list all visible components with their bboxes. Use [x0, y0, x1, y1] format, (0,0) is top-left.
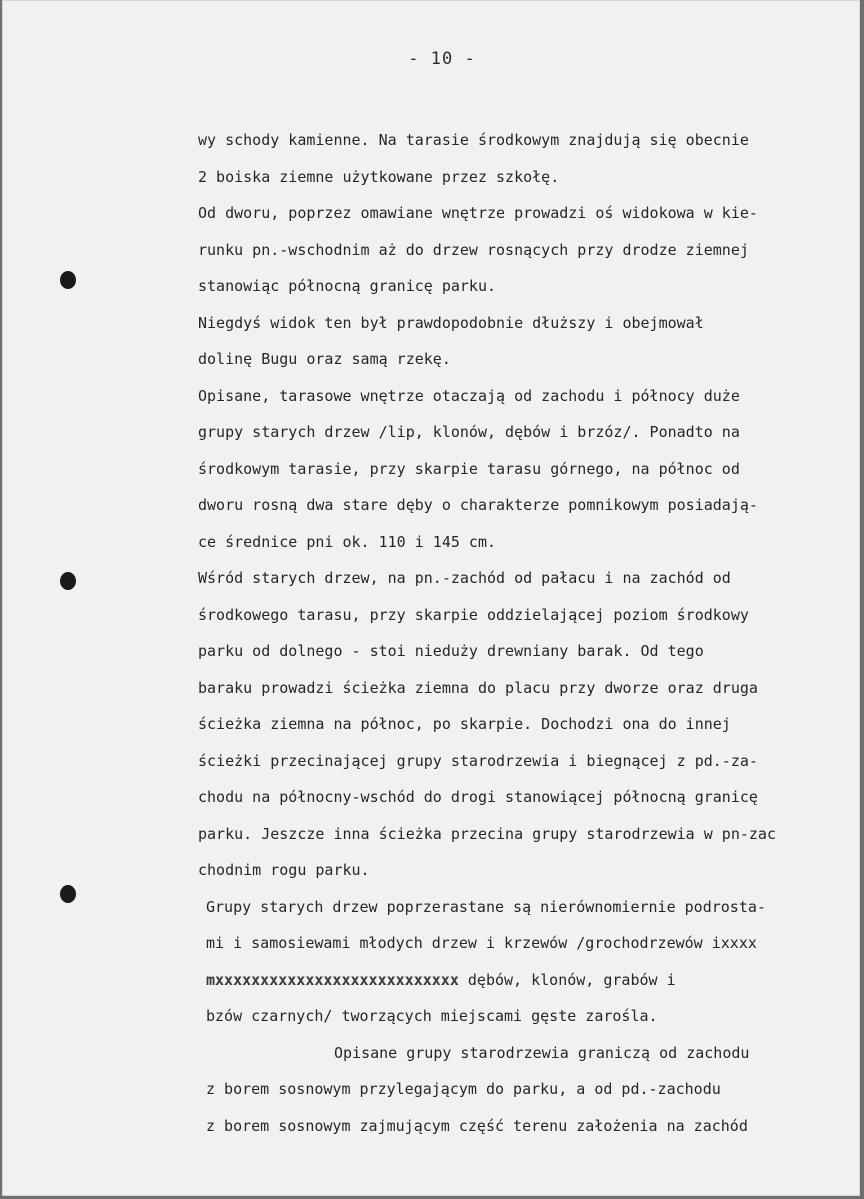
text-line: chodnim rogu parku.	[198, 861, 370, 879]
text-line: z borem sosnowym zajmującym część terenu założenia na zachód	[206, 1116, 748, 1135]
text-line: dolinę Bugu oraz samą rzekę.	[198, 350, 451, 368]
text-line: Od dworu, poprzez omawiane wnętrze prowadzi oś widokowa w kie-	[198, 204, 758, 222]
text-line: baraku prowadzi ścieżka ziemna do placu przy dworze oraz druga	[198, 678, 758, 697]
text-line: bzów czarnych/ tworzących miejscami gęste zarośla.	[206, 1007, 658, 1025]
text-line: Wśród starych drzew, na pn.-zachód od pałacu i na zachód od	[198, 569, 731, 587]
overtyped-text: mxxxxxxxxxxxxxxxxxxxxxxxxxxx	[206, 970, 459, 989]
text-line: parku. Jeszcze inna ścieżka przecina grupy starodrzewia w pn-zac	[198, 824, 776, 843]
text-line: ścieżka ziemna na północ, po skarpie. Dochodzi ona do innej	[198, 715, 731, 733]
text-line: Grupy starych drzew poprzerastane są nierównomiernie podrosta-	[206, 897, 766, 916]
text-line: Opisane, tarasowe wnętrze otaczają od zachodu i północy duże	[198, 386, 740, 405]
text-line: środkowym tarasie, przy skarpie tarasu górnego, na północ od	[198, 459, 740, 478]
text-line: wy schody kamienne. Na tarasie środkowym znajdują się obecnie	[198, 131, 749, 149]
punch-hole-middle	[60, 572, 76, 590]
typed-text-body	[198, 122, 858, 1144]
text-line: mi i samosiewami młodych drzew i krzewów /grochodrzewów ixxxx	[206, 934, 757, 952]
page-number: - 10 -	[408, 49, 476, 69]
text-line: grupy starych drzew /lip, klonów, dębów i brzóz/. Ponadto na	[198, 423, 740, 441]
text-line: runku pn.-wschodnim aż do drzew rosnących przy drodze ziemnej	[198, 240, 749, 259]
text-line: z borem sosnowym przylegającym do parku, a od pd.-zachodu	[206, 1080, 721, 1098]
text-line-with-strikeout	[198, 962, 858, 999]
text-line: 2 boiska ziemne użytkowane przez szkołę.	[198, 167, 560, 186]
text-line: Niegdyś widok ten był prawdopodobnie dłuższy i obejmował	[198, 313, 704, 332]
punch-hole-top	[60, 271, 76, 289]
text-line: stanowiąc północną granicę parku.	[198, 277, 497, 295]
punch-hole-bottom	[60, 885, 76, 903]
text-line: parku od dolnego - stoi nieduży drewniany barak. Od tego	[198, 642, 704, 660]
text-line: chodu na północny-wschód do drogi stanowiącej północną granicę	[198, 788, 758, 806]
text-line: ce średnice pni ok. 110 i 145 cm.	[198, 532, 497, 551]
text-line: środkowego tarasu, przy skarpie oddzielającej poziom środkowy	[198, 605, 749, 624]
text-line-rest: dębów, klonów, grabów i	[458, 970, 676, 989]
text-line: ścieżki przecinającej grupy starodrzewia i biegnącej z pd.-za-	[198, 751, 758, 770]
text-line: dworu rosną dwa stare dęby o charakterze pomnikowym posiadają-	[198, 496, 758, 514]
document-page	[2, 0, 860, 1196]
paragraph-indented-line: Opisane grupy starodrzewia graniczą od zachodu	[334, 1043, 750, 1062]
